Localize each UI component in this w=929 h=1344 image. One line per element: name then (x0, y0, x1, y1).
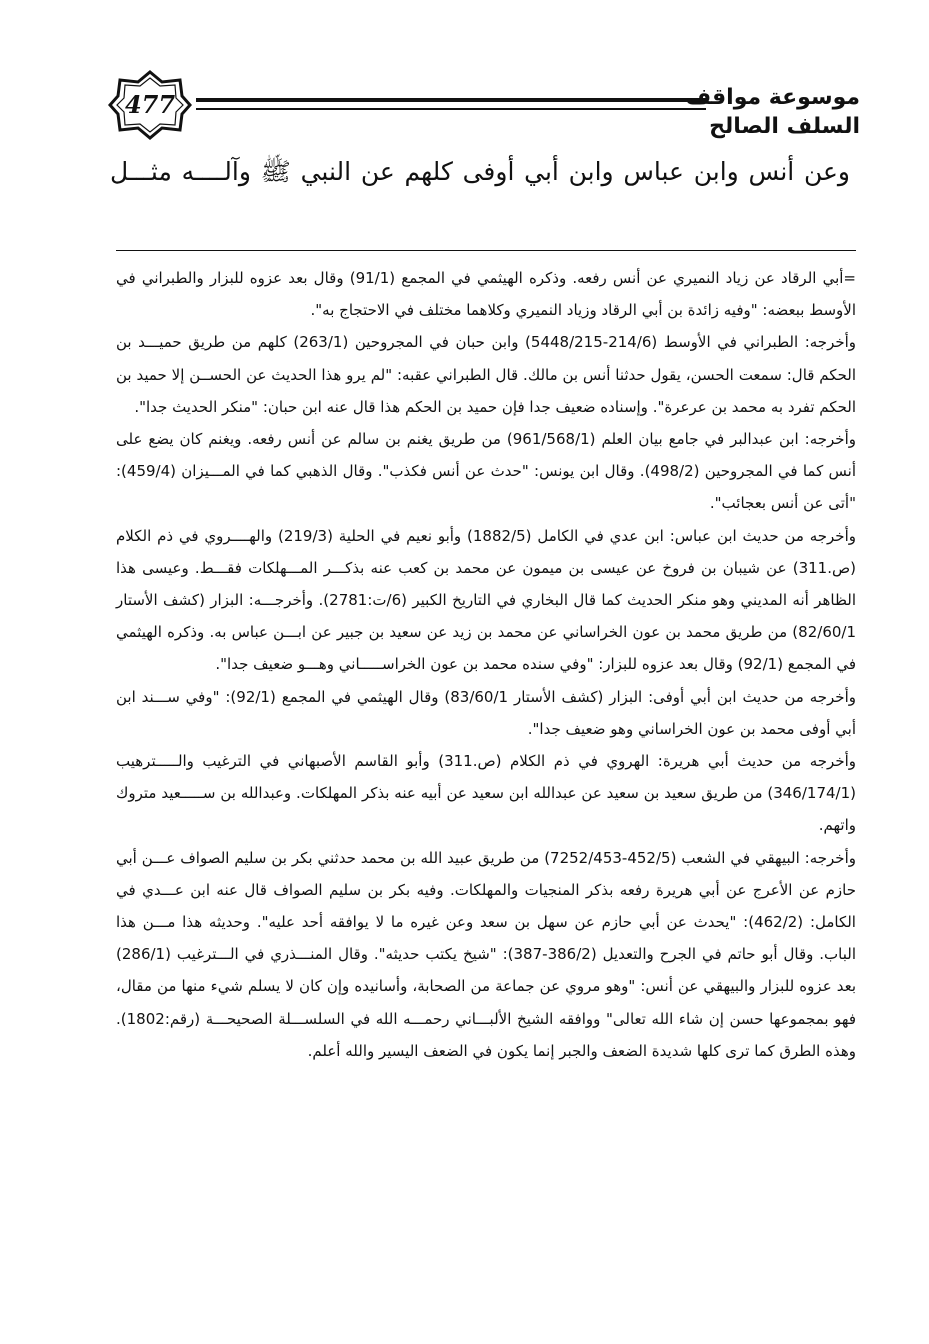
footnote-paragraph: =أبي الرقاد عن زياد النميري عن أنس رفعه. وذكره الهيثمي في المجمع (91/1) وقال بعد عزوه للبزار والطبراني في الأوسط ببعضه: "وفيه زائدة بن أبي الرقاد وزياد النميري وكلاهما مختلف في الاحتجاج به". (116, 269, 856, 320)
footnote-paragraph: وأخرجه من حديث ابن عباس: ابن عدي في الكامل (1882/5) وأبو نعيم في الحلية (219/3) والهــــروي في ذم الكلام (ص.311) عن شيبان بن فروخ عن عيسى بن ميمون عن محمد بن كعب عنه بذكـــر المـــهلكات فقـــط. وعيسى هذا الظاهر أنه المديني وهو منكر الحديث كما قال البخاري في التاريخ الكبير (6/ت:2781). وأخرجـــه: البزار (كشف الأستار 82/60/1) من طريق محمد بن عون الخراساني عن محمد بن زيد عن سعيد بن جبير عن ابـــن عباس به. وذكره الهيثمي في المجمع (92/1) وقال بعد عزوه للبزار: "وفي سنده محمد بن عون الخراســـــاني وهـــو ضعيف جدا". (116, 526, 856, 674)
footnote-paragraph: وأخرجه من حديث أبي هريرة: الهروي في ذم الكلام (ص.311) وأبو القاسم الأصبهاني في الترغيب والـــــترهيب (346/174/1) من طريق سعيد بن سعيد عن عبدالله ابن سعيد عن أبيه عنه بذكر المهلكات. وعبدالله بن ســـــعيد متروك واتهم. (116, 752, 857, 835)
page-number: 477 (124, 90, 176, 119)
footnotes (116, 262, 856, 1067)
page-number-badge (108, 70, 192, 140)
series-title: موسوعة مواقف السلف الصالح (685, 85, 860, 139)
footnote-separator (116, 250, 856, 251)
footnote-paragraph: وأخرجه: البيهقي في الشعب (452/5-7252/453) من طريق عبيد الله بن محمد حدثني بكر بن سليم الصواف عـــن أبي حازم عن الأعرج عن أبي هريرة رفعه بذكر المنجيات والمهلكات. وفيه بكر بن سليم الصواف قال عنه ابن عـــدي في الكامل: (462/2): "يحدث عن أبي حازم عن سهل بن سعد وعن غيره ما لا يوافقه أحد عليه". وحديثه هذا مـــن هذا الباب. وقال أبو حاتم في الجرح والتعديل (386/2-387): "شيخ يكتب حديثه". وقال المنـــذري في الـــترغيب (286/1) بعد عزوه للبزار والبيهقي عن أنس: "وهو مروي عن جماعة من الصحابة، وأسانيده وإن كان لا يسلم شيء منها من مقال، فهو بمجموعها حسن إن شاء الله تعالى" ووافقه الشيخ الألبـــاني رحمـــه الله في السلســـلة الصحيحـــة (رقم:1802). وهذه الطرق كما ترى كلها شديدة الضعف والجبر إنما يكون في الضعف اليسير والله أعلم. (116, 848, 856, 1060)
footnote-paragraph: وأخرجه من حديث ابن أبي أوفى: البزار (كشف الأستار 83/60/1) وقال الهيثمي في المجمع (92/1): "وفي ســـند ابن أبي أوفى محمد بن عون الخراساني وهو ضعيف جدا". (116, 687, 856, 738)
page-header (100, 64, 860, 144)
footnote-paragraph: وأخرجه: الطبراني في الأوسط (214/6-5448/215) وابن حبان في المجروحين (263/1) كلهم من طريق حميـــد بن الحكم قال: سمعت الحسن، يقول حدثنا أنس بن مالك. قال الطبراني عقبه: "لم يرو هذا الحديث عن الحســن إلا حميد بن الحكم تفرد به محمد بن عرعرة". وإسناده ضعيف جدا فإن حميد بن الحكم هذا قال عنه ابن حبان: "منكر الحديث جدا". (116, 333, 857, 416)
footnote-paragraph: وأخرجه: ابن عبدالبر في جامع بيان العلم (961/568/1) من طريق يغنم بن سالم عن أنس رفعه. ويغنم كان يضع على أنس كما في المجروحين (498/2). وقال ابن يونس: "حدث عن أنس فكذب". وقال الذهبي كما في المـــيزان (459/4): "أتى عن أنس بعجائب". (116, 430, 856, 513)
main-text-line: وعن أنس وابن عباس وابن أبي أوفى كلهم عن النبي ﷺ وآلــــه مثـــل (110, 157, 850, 186)
